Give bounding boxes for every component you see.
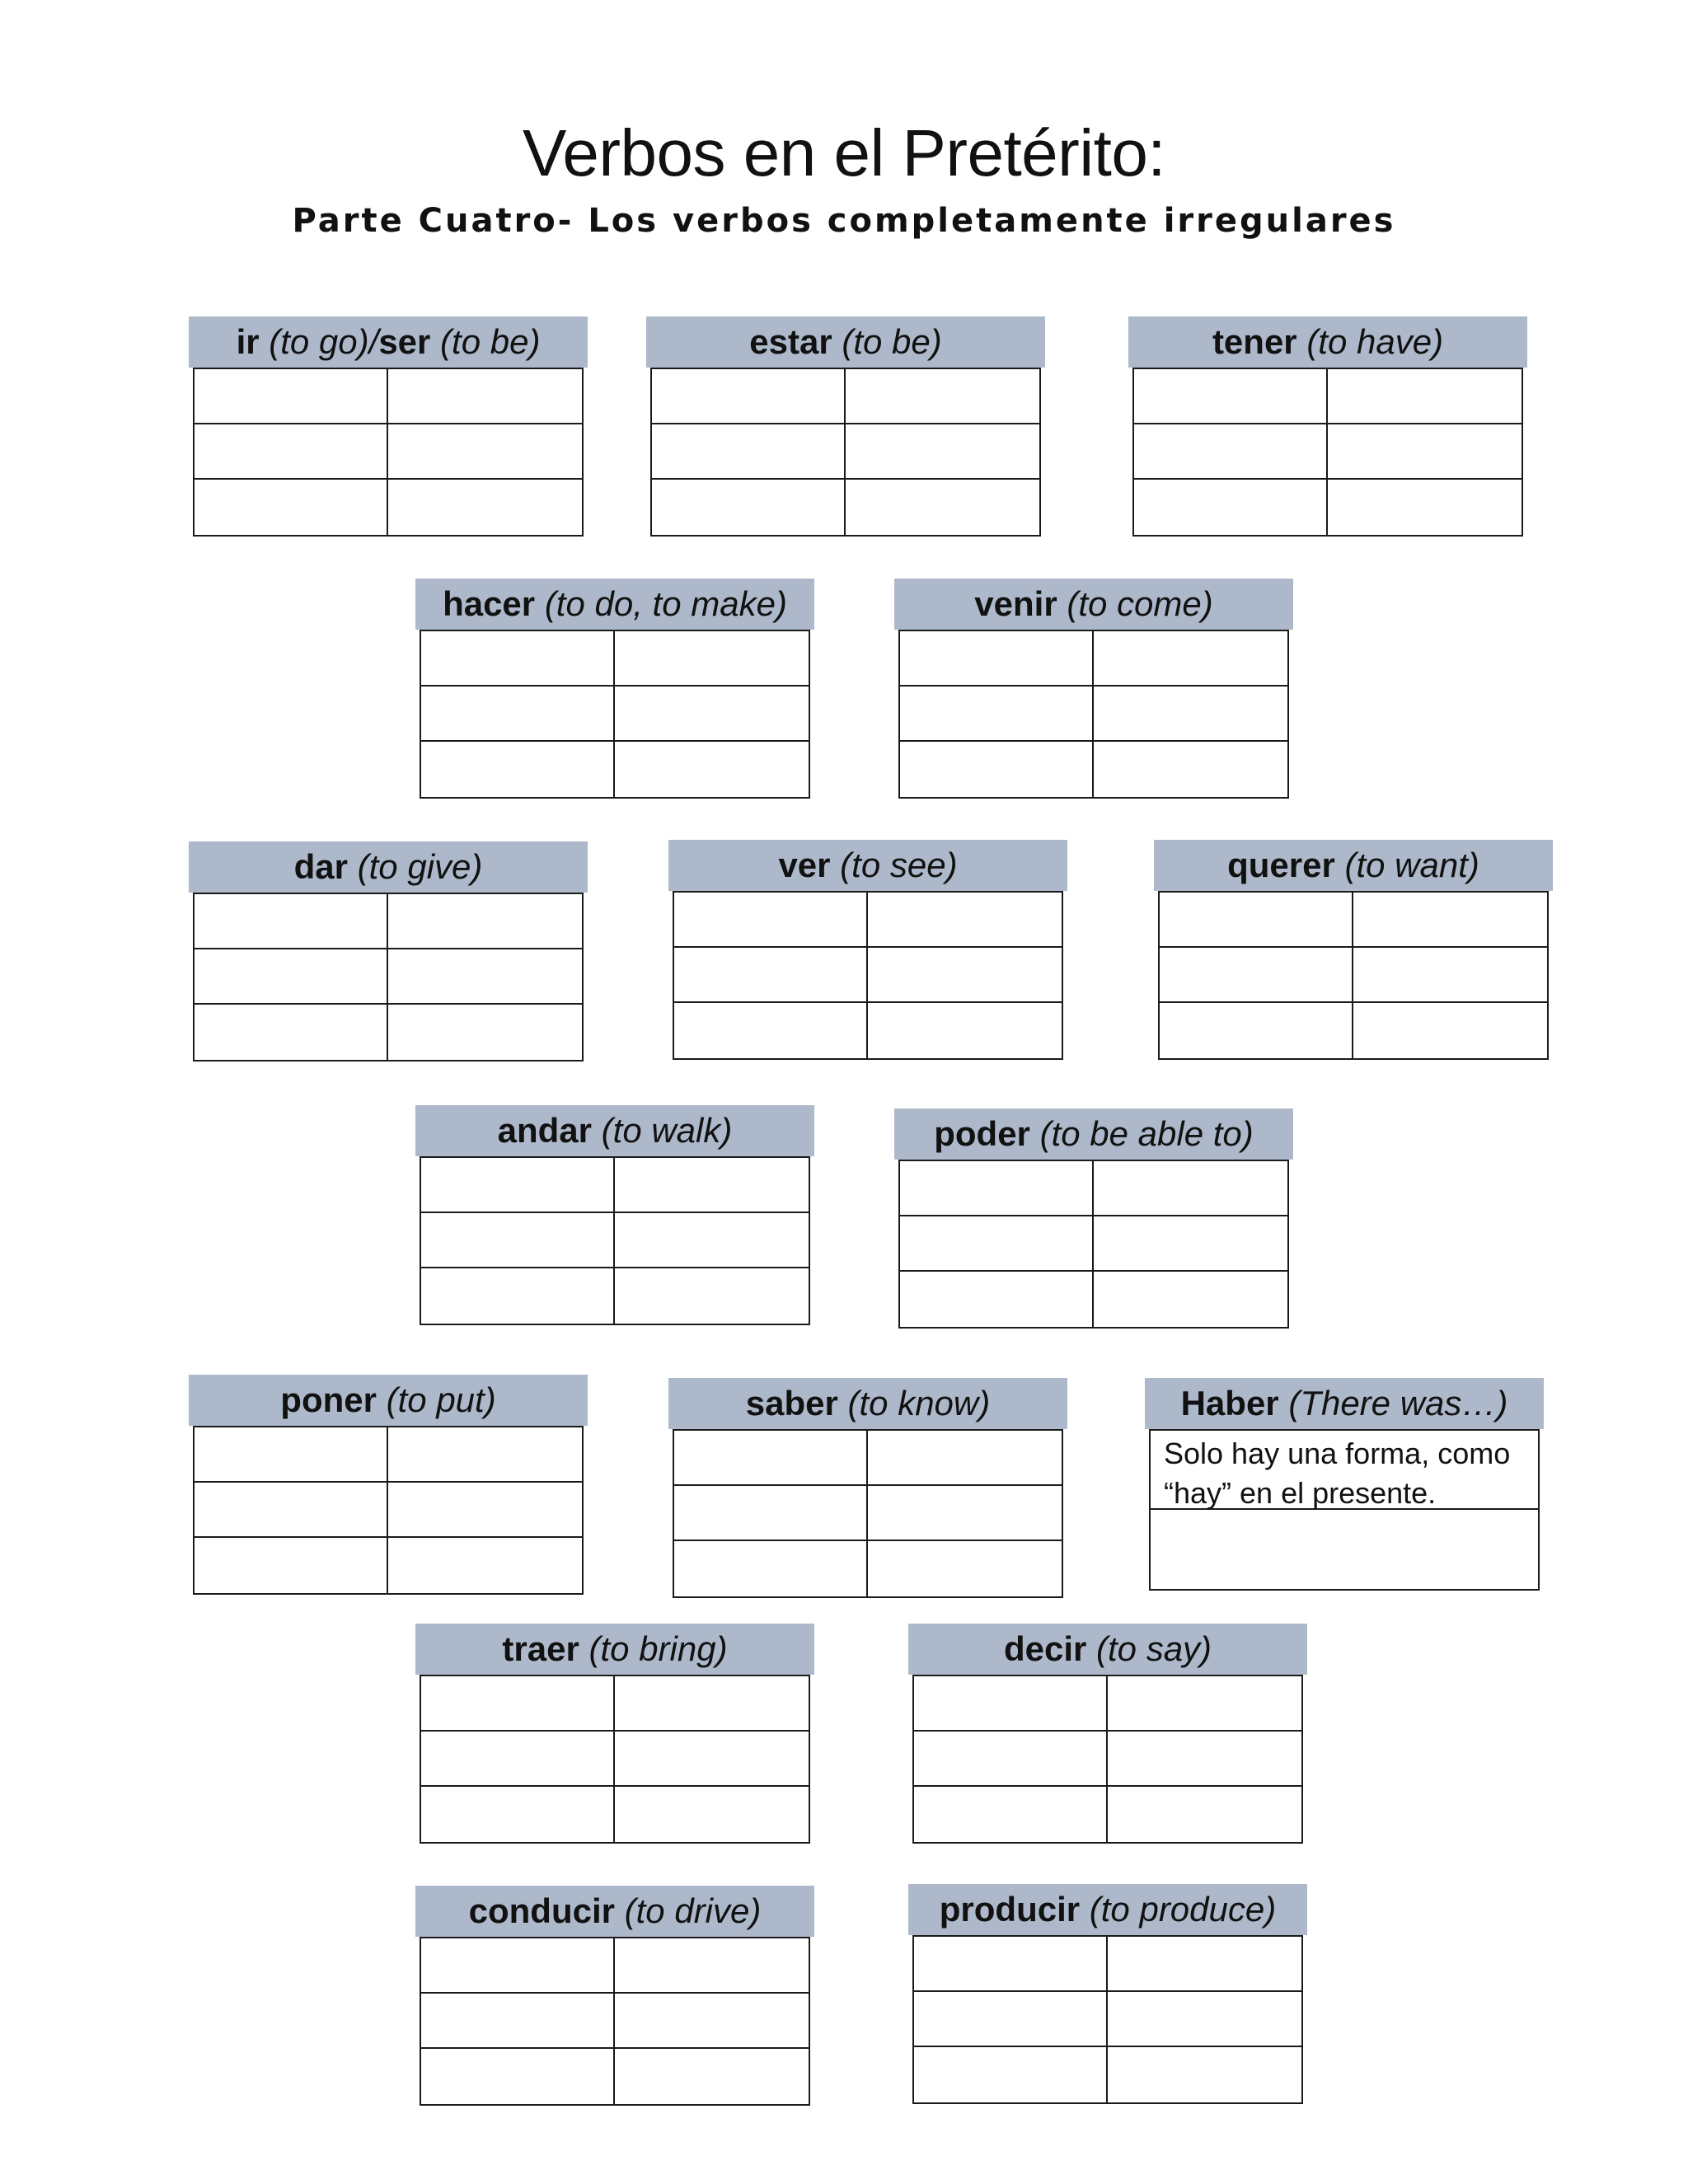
conjugation-cell[interactable] bbox=[388, 1427, 582, 1483]
conjugation-cell[interactable] bbox=[195, 480, 388, 535]
conjugation-cell[interactable] bbox=[868, 1541, 1062, 1596]
verb-name: poner bbox=[280, 1380, 377, 1419]
verb-name: conducir bbox=[468, 1891, 615, 1930]
conjugation-cell[interactable] bbox=[195, 894, 388, 949]
conjugation-cell[interactable] bbox=[846, 369, 1039, 424]
conjugation-grid bbox=[420, 1156, 810, 1325]
verb-gloss: (to go) bbox=[269, 322, 369, 361]
conjugation-cell[interactable] bbox=[868, 1431, 1062, 1486]
verb-name: traer bbox=[502, 1629, 579, 1668]
conjugation-cell[interactable] bbox=[674, 1003, 868, 1058]
conjugation-cell[interactable] bbox=[914, 1676, 1108, 1732]
conjugation-cell[interactable] bbox=[421, 1787, 615, 1842]
conjugation-cell[interactable] bbox=[868, 1486, 1062, 1541]
verb-name: producir bbox=[939, 1890, 1081, 1929]
table-header bbox=[908, 1624, 1307, 1675]
conjugation-cell[interactable] bbox=[900, 1216, 1094, 1272]
table-decir bbox=[908, 1624, 1307, 1844]
conjugation-cell[interactable] bbox=[1094, 687, 1287, 742]
conjugation-cell[interactable] bbox=[1160, 1003, 1353, 1058]
verb-gloss: (to have) bbox=[1306, 322, 1444, 361]
conjugation-cell[interactable] bbox=[1108, 1787, 1301, 1842]
conjugation-grid bbox=[912, 1675, 1303, 1844]
table-header bbox=[894, 1108, 1293, 1160]
conjugation-cell[interactable] bbox=[615, 1676, 809, 1732]
conjugation-cell[interactable] bbox=[421, 1732, 615, 1787]
conjugation-cell[interactable] bbox=[1328, 480, 1522, 535]
conjugation-cell[interactable] bbox=[900, 631, 1094, 687]
table-hacer bbox=[415, 579, 814, 799]
conjugation-cell[interactable] bbox=[615, 1158, 809, 1213]
conjugation-cell[interactable] bbox=[674, 1431, 868, 1486]
table-header bbox=[1128, 316, 1527, 368]
conjugation-cell[interactable] bbox=[421, 2049, 615, 2104]
verb-name: venir bbox=[974, 584, 1057, 623]
conjugation-cell[interactable] bbox=[1160, 948, 1353, 1003]
conjugation-cell[interactable] bbox=[1094, 1161, 1287, 1216]
conjugation-cell[interactable] bbox=[615, 1268, 809, 1324]
conjugation-cell[interactable] bbox=[421, 742, 615, 797]
verb-name: Haber bbox=[1180, 1384, 1279, 1422]
verb-gloss: (to give) bbox=[357, 847, 483, 886]
conjugation-cell[interactable] bbox=[914, 1937, 1108, 1992]
verb-name: poder bbox=[934, 1114, 1030, 1153]
conjugation-cell[interactable] bbox=[615, 1994, 809, 2049]
conjugation-cell[interactable] bbox=[914, 1992, 1108, 2047]
table-header bbox=[189, 1375, 588, 1426]
conjugation-grid bbox=[673, 891, 1063, 1060]
conjugation-cell[interactable] bbox=[846, 424, 1039, 480]
conjugation-cell[interactable] bbox=[421, 1213, 615, 1268]
verb-gloss: (to drive) bbox=[624, 1891, 762, 1930]
table-header bbox=[1154, 840, 1553, 891]
conjugation-cell[interactable] bbox=[900, 1272, 1094, 1327]
page-subtitle: Parte Cuatro- Los verbos completamente irregulares bbox=[292, 202, 1396, 240]
conjugation-cell[interactable] bbox=[1094, 1272, 1287, 1327]
conjugation-cell[interactable] bbox=[868, 948, 1062, 1003]
conjugation-cell[interactable] bbox=[1108, 2047, 1301, 2102]
table-estar bbox=[646, 316, 1045, 537]
verb-name: tener bbox=[1212, 322, 1297, 361]
table-header bbox=[189, 316, 588, 368]
conjugation-cell[interactable] bbox=[1108, 1676, 1301, 1732]
verb-gloss: (to do, to make) bbox=[544, 584, 787, 623]
verb-gloss: (to be) bbox=[842, 322, 942, 361]
table-header bbox=[415, 1624, 814, 1675]
conjugation-cell[interactable] bbox=[195, 949, 388, 1005]
conjugation-cell[interactable] bbox=[900, 742, 1094, 797]
page-title: Verbos en el Pretérito: bbox=[522, 116, 1166, 190]
conjugation-cell[interactable] bbox=[615, 2049, 809, 2104]
conjugation-cell[interactable] bbox=[1160, 893, 1353, 948]
conjugation-grid bbox=[193, 1426, 584, 1595]
table-poner bbox=[189, 1375, 588, 1595]
conjugation-cell[interactable] bbox=[195, 424, 388, 480]
table-conducir bbox=[415, 1886, 814, 2106]
verb-gloss: (to want) bbox=[1344, 846, 1479, 884]
table-header bbox=[415, 1886, 814, 1937]
conjugation-cell[interactable] bbox=[388, 369, 582, 424]
conjugation-cell[interactable] bbox=[1108, 1937, 1301, 1992]
conjugation-cell[interactable] bbox=[1108, 1992, 1301, 2047]
verb-name: ver bbox=[778, 846, 831, 884]
conjugation-cell[interactable] bbox=[652, 424, 846, 480]
conjugation-cell[interactable] bbox=[388, 1538, 582, 1593]
conjugation-cell[interactable] bbox=[615, 687, 809, 742]
table-tener bbox=[1128, 316, 1527, 537]
conjugation-cell[interactable] bbox=[674, 1541, 868, 1596]
conjugation-cell[interactable] bbox=[421, 1268, 615, 1324]
conjugation-cell[interactable] bbox=[914, 1732, 1108, 1787]
table-header bbox=[668, 1378, 1067, 1429]
conjugation-cell[interactable] bbox=[388, 894, 582, 949]
verb-gloss: (to come) bbox=[1067, 584, 1213, 623]
conjugation-cell[interactable] bbox=[652, 369, 846, 424]
conjugation-cell[interactable] bbox=[388, 1483, 582, 1538]
conjugation-cell[interactable] bbox=[1134, 424, 1328, 480]
verb-gloss: (to be able to) bbox=[1039, 1114, 1254, 1153]
conjugation-cell[interactable] bbox=[421, 1994, 615, 2049]
conjugation-grid bbox=[1158, 891, 1549, 1060]
verb-name: decir bbox=[1003, 1629, 1087, 1668]
conjugation-cell[interactable] bbox=[1094, 742, 1287, 797]
table-producir bbox=[908, 1884, 1307, 2104]
conjugation-cell[interactable] bbox=[421, 687, 615, 742]
conjugation-cell[interactable] bbox=[615, 1938, 809, 1994]
table-andar bbox=[415, 1105, 814, 1325]
table-venir bbox=[894, 579, 1293, 799]
conjugation-cell[interactable] bbox=[195, 1538, 388, 1593]
verb-name-2: ser bbox=[378, 322, 431, 361]
conjugation-cell[interactable] bbox=[421, 1158, 615, 1213]
verb-gloss: (There was…) bbox=[1288, 1384, 1508, 1422]
verb-gloss: (to produce) bbox=[1089, 1890, 1277, 1929]
conjugation-cell[interactable] bbox=[914, 2047, 1108, 2102]
conjugation-cell[interactable] bbox=[615, 1732, 809, 1787]
verb-gloss: (to know) bbox=[847, 1384, 991, 1422]
conjugation-cell[interactable] bbox=[1151, 1510, 1538, 1589]
verb-name: saber bbox=[745, 1384, 838, 1422]
conjugation-cell[interactable] bbox=[195, 1005, 388, 1060]
conjugation-grid bbox=[420, 1937, 810, 2106]
conjugation-cell[interactable] bbox=[195, 1483, 388, 1538]
conjugation-cell[interactable] bbox=[421, 631, 615, 687]
verb-gloss: (to say) bbox=[1096, 1629, 1212, 1668]
conjugation-cell[interactable] bbox=[1108, 1732, 1301, 1787]
conjugation-grid bbox=[420, 1675, 810, 1844]
conjugation-cell[interactable] bbox=[388, 949, 582, 1005]
conjugation-grid bbox=[1132, 368, 1523, 537]
conjugation-cell[interactable] bbox=[914, 1787, 1108, 1842]
verb-name: hacer bbox=[443, 584, 536, 623]
table-header bbox=[189, 841, 588, 893]
conjugation-cell[interactable] bbox=[1094, 631, 1287, 687]
conjugation-grid bbox=[673, 1429, 1063, 1598]
table-traer bbox=[415, 1624, 814, 1844]
conjugation-cell[interactable] bbox=[1353, 893, 1547, 948]
conjugation-cell[interactable] bbox=[615, 1213, 809, 1268]
conjugation-cell[interactable] bbox=[652, 480, 846, 535]
verb-name: querer bbox=[1227, 846, 1335, 884]
conjugation-cell[interactable] bbox=[421, 1676, 615, 1732]
verb-gloss: (to see) bbox=[840, 846, 958, 884]
conjugation-cell[interactable] bbox=[1353, 1003, 1547, 1058]
conjugation-cell[interactable] bbox=[195, 1427, 388, 1483]
verb-name: ir bbox=[236, 322, 260, 361]
verb-name: andar bbox=[497, 1111, 592, 1150]
verb-name: dar bbox=[293, 847, 348, 886]
conjugation-cell[interactable] bbox=[900, 1161, 1094, 1216]
conjugation-cell[interactable] bbox=[674, 1486, 868, 1541]
conjugation-grid bbox=[650, 368, 1041, 537]
conjugation-cell[interactable] bbox=[615, 631, 809, 687]
conjugation-cell[interactable] bbox=[1094, 1216, 1287, 1272]
conjugation-cell[interactable] bbox=[846, 480, 1039, 535]
table-header bbox=[1145, 1378, 1544, 1429]
verb-gloss: (to bring) bbox=[588, 1629, 728, 1668]
conjugation-grid bbox=[898, 1160, 1289, 1329]
conjugation-cell[interactable] bbox=[674, 948, 868, 1003]
verb-name: estar bbox=[749, 322, 832, 361]
conjugation-cell[interactable] bbox=[1353, 948, 1547, 1003]
table-header bbox=[894, 579, 1293, 630]
conjugation-cell[interactable] bbox=[868, 893, 1062, 948]
table-header bbox=[668, 840, 1067, 891]
verb-gloss: (to walk) bbox=[601, 1111, 733, 1150]
conjugation-cell[interactable] bbox=[615, 742, 809, 797]
conjugation-cell[interactable] bbox=[615, 1787, 809, 1842]
conjugation-cell[interactable] bbox=[1134, 480, 1328, 535]
table-header bbox=[415, 1105, 814, 1156]
conjugation-cell[interactable] bbox=[900, 687, 1094, 742]
table-ver bbox=[668, 840, 1067, 1060]
table-ir-ser bbox=[189, 316, 588, 537]
verb-separator: / bbox=[368, 322, 379, 361]
table-dar bbox=[189, 841, 588, 1062]
verb-gloss: (to put) bbox=[386, 1380, 496, 1419]
conjugation-cell[interactable] bbox=[1328, 424, 1522, 480]
conjugation-cell[interactable] bbox=[868, 1003, 1062, 1058]
conjugation-grid bbox=[1149, 1429, 1540, 1591]
table-poder bbox=[894, 1108, 1293, 1329]
conjugation-cell[interactable] bbox=[674, 893, 868, 948]
conjugation-cell[interactable] bbox=[1134, 369, 1328, 424]
conjugation-grid bbox=[420, 630, 810, 799]
table-querer bbox=[1154, 840, 1553, 1060]
conjugation-grid bbox=[912, 1935, 1303, 2104]
conjugation-cell[interactable] bbox=[195, 369, 388, 424]
table-header bbox=[646, 316, 1045, 368]
conjugation-cell[interactable] bbox=[388, 1005, 582, 1060]
conjugation-cell[interactable] bbox=[421, 1938, 615, 1994]
conjugation-cell[interactable] bbox=[1328, 369, 1522, 424]
table-haber bbox=[1145, 1378, 1544, 1591]
table-saber bbox=[668, 1378, 1067, 1598]
conjugation-cell[interactable] bbox=[388, 424, 582, 480]
conjugation-grid bbox=[193, 368, 584, 537]
haber-note: Solo hay una forma, como “hay” en el presente. bbox=[1151, 1431, 1538, 1510]
table-header bbox=[908, 1884, 1307, 1935]
conjugation-cell[interactable] bbox=[388, 480, 582, 535]
verb-gloss-2: (to be) bbox=[440, 322, 541, 361]
table-header bbox=[415, 579, 814, 630]
conjugation-grid bbox=[193, 893, 584, 1062]
conjugation-grid bbox=[898, 630, 1289, 799]
